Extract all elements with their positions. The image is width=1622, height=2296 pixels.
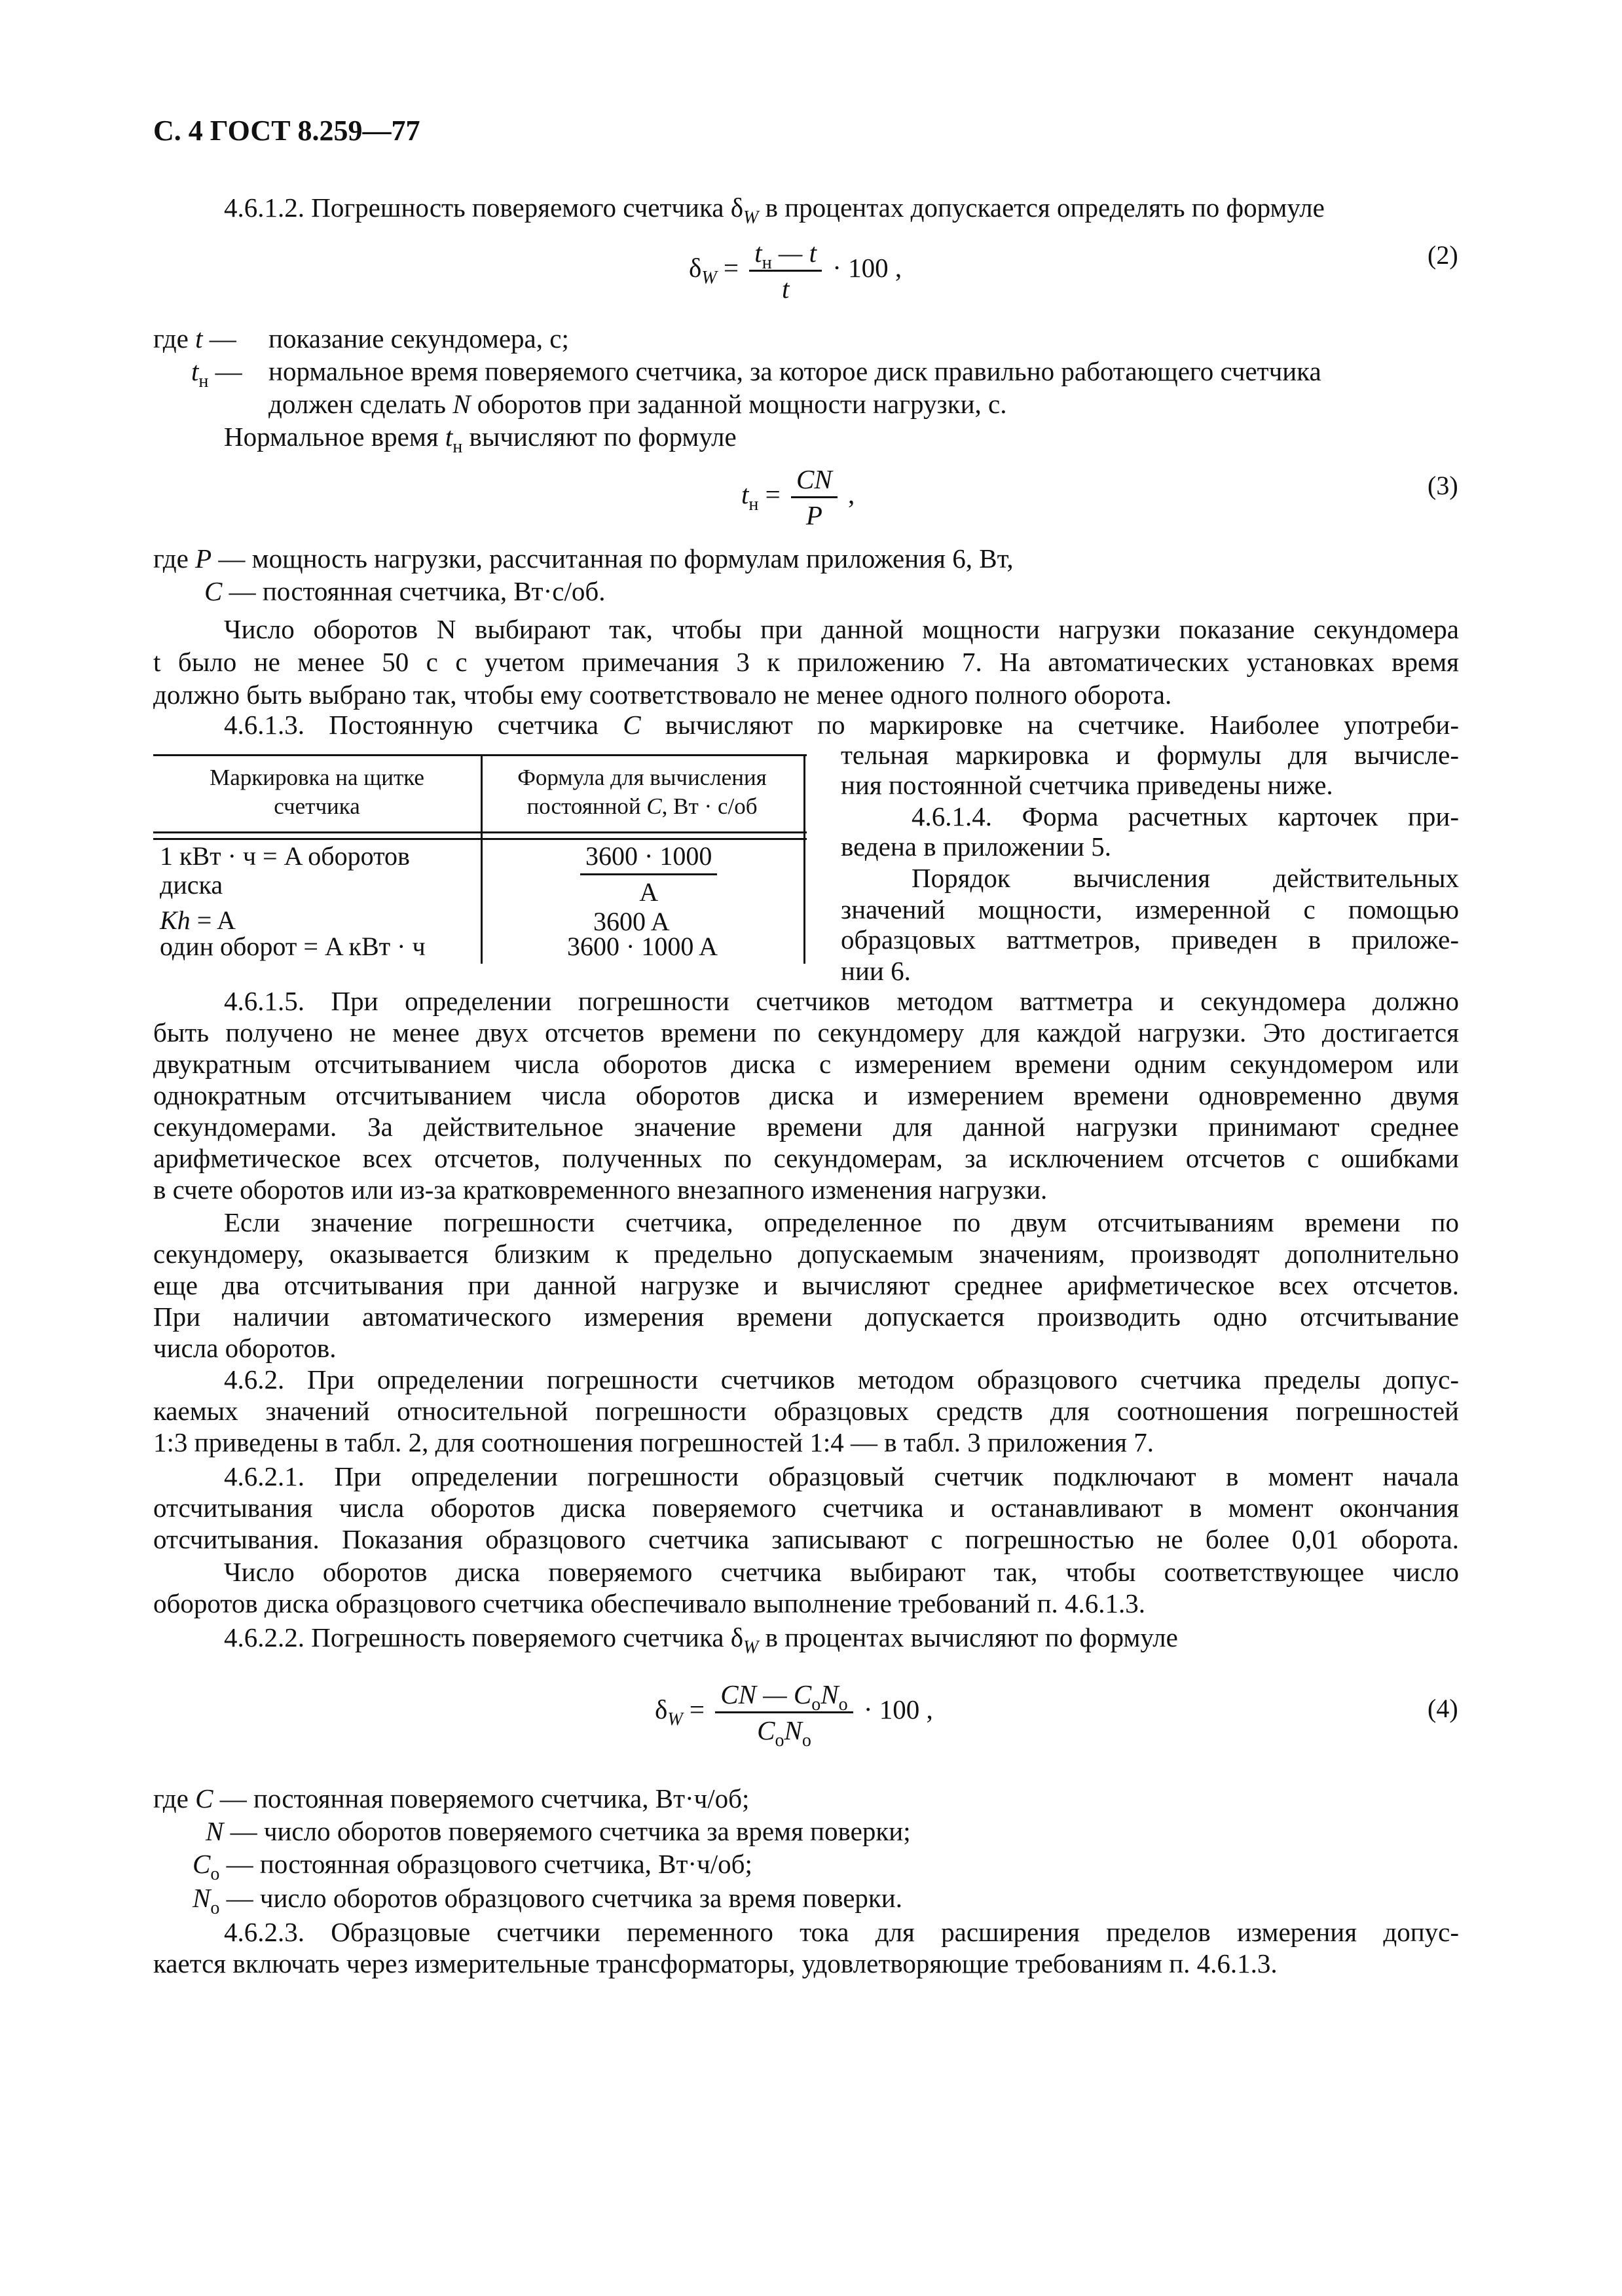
paragraph-4613: 4.6.1.3. Постоянную счетчика C вычисляют по маркировке на счетчике. Наиболее употреби- — [224, 710, 1459, 740]
paragraph-4615-line: секундомерами. За действительное значение времени для данной нагрузки принимают среднее — [153, 1112, 1459, 1142]
paragraph-4615-line: арифметическое всех отсчетов, полученных по секундомерам, за исключением отсчетов с ошибками — [153, 1143, 1459, 1173]
paragraph-462-line: 4.6.2. При определении погрешности счетчиков методом образцового счетчика пределы допус- — [224, 1364, 1459, 1394]
equation-number-2: (2) — [1428, 240, 1458, 270]
marking-table — [153, 754, 807, 964]
formula-2: $\delta_W$ = $\frac{t_н — t}{t}$ · 100 , — [689, 236, 902, 306]
side-text-line: значений мощности, измеренной с помощью — [841, 894, 1459, 924]
side-text-line: ведена в приложении 5. — [841, 831, 1111, 862]
paragraph-esli-line: еще два отсчитывания при данной нагрузке и вычисляют среднее арифметическое всех отсчетов. — [153, 1270, 1459, 1300]
paragraph-chislo-line: оборотов диска образцового счетчика обеспечивало выполнение требований п. 4.6.1.3. — [153, 1588, 1146, 1618]
normal-time-intro: Нормальное время $t_н$ вычисляют по формуле — [224, 422, 737, 457]
side-text-line: ния постоянной счетчика приведены ниже. — [841, 770, 1333, 800]
paragraph-4615-line: быть получено не менее двух отсчетов времени по секундомеру для каждой нагрузки. Это достигается — [153, 1017, 1459, 1048]
table-cell-fraction: $\frac{3600 \cdot 1000}{A}$ — [580, 839, 717, 909]
where-N-4: N — число оборотов поверяемого счетчика за время поверки; — [206, 1816, 911, 1846]
fraction: $\frac{CN}{P}$ — [791, 462, 838, 532]
where-C-4: где C — постоянная поверяемого счетчика, Вт·ч/об; — [153, 1783, 750, 1813]
paragraph-4623-line: 4.6.2.3. Образцовые счетчики переменного тока для расширения пределов измерения допус- — [224, 1917, 1459, 1947]
paragraph-esli-line: секундомеру, оказывается близким к предельно допускаемым значениям, производят дополнительно — [153, 1239, 1459, 1269]
table-cell: Kh = A — [160, 905, 236, 935]
paragraph-chislo-line: Число оборотов диска поверяемого счетчика выбирают так, чтобы соответствующее число — [224, 1557, 1459, 1587]
paragraph-N-line-3: должно быть выбрано так, чтобы ему соответствовало не менее одного полного оборота. — [153, 680, 1172, 710]
paragraph-4615-line: однократным отсчитыванием числа оборотов диска и измерением времени одновременно двумя — [153, 1080, 1459, 1110]
side-text-line: Порядок вычисления действительных — [912, 863, 1459, 893]
table-cell: 1 кВт · ч = A оборотов — [160, 841, 410, 871]
where-C: C — постоянная счетчика, Вт·с/об. — [204, 576, 606, 606]
where-Co-4: $C_о$ — постоянная образцового счетчика, Вт·ч/об; — [193, 1849, 752, 1884]
fraction: $\frac{CN — C_oN_o}{C_oN_o}$ — [715, 1677, 853, 1747]
where-tn: $t_н$ — — [191, 356, 242, 392]
where-No-4: $N_о$ — число оборотов образцового счетчика за время поверки. — [193, 1883, 902, 1918]
paragraph-N-line-2: t было не менее 50 с с учетом примечания 3 к приложению 7. На автоматических установках время — [153, 647, 1459, 677]
paragraph-N-line-1: Число оборотов N выбирают так, чтобы при данной мощности нагрузки показание секундомера — [224, 614, 1459, 644]
paragraph-462-line: каемых значений относительной погрешности образцовых средств для соотношения погрешностей — [153, 1396, 1459, 1426]
fraction: $\frac{t_н — t}{t}$ — [749, 236, 822, 306]
paragraph-4615-line: двукратным отсчитыванием числа оборотов диска с измерением времени одним секундомером или — [153, 1049, 1459, 1079]
paragraph-4621-line: отсчитывания числа оборотов диска поверяемого счетчика и останавливают в момент окончания — [153, 1493, 1459, 1523]
paragraph-4615-line: в счете оборотов или из-за кратковременного внезапного изменения нагрузки. — [153, 1175, 1048, 1205]
paragraph-4621-line: отсчитывания. Показания образцового счетчика записывают с погрешностью не более 0,01 оборота. — [153, 1524, 1459, 1554]
side-text-line: тельная маркировка и формулы для вычисле- — [841, 740, 1459, 770]
table-cell: диска — [160, 870, 223, 900]
table-cell: 3600 · 1000 A — [567, 932, 718, 961]
page-header: С. 4 ГОСТ 8.259—77 — [153, 115, 420, 147]
paragraph-esli-line: При наличии автоматического измерения времени допускается производить одно отсчитывание — [153, 1302, 1459, 1332]
paragraph-462-line: 1:3 приведены в табл. 2, для соотношения погрешностей 1:4 — в табл. 3 приложения 7. — [153, 1427, 1154, 1457]
where-tn-text-cont: должен сделать N оборотов при заданной мощности нагрузки, с. — [268, 389, 1007, 419]
table-header-marking: Маркировка на щитке счетчика — [210, 765, 424, 819]
side-text-line: нии 6. — [841, 956, 911, 986]
equation-number-4: (4) — [1428, 1694, 1458, 1723]
where-t-text: показание секундомера, с; — [268, 323, 569, 354]
where-P: где P — мощность нагрузки, рассчитанная по формулам приложения 6, Вт, — [153, 543, 1014, 574]
where-tn-text: нормальное время поверяемого счетчика, за которое диск правильно работающего счетчика — [268, 356, 1321, 386]
table-cell: один оборот = A кВт · ч — [160, 932, 426, 961]
formula-3: $t_н$ = $\frac{CN}{P}$ , — [741, 462, 855, 532]
side-text-line: образцовых ваттметров, приведен в приложе- — [841, 924, 1459, 955]
where-t: где t — — [153, 323, 236, 354]
side-text-line: 4.6.1.4. Форма расчетных карточек при- — [912, 801, 1459, 831]
formula-4: $\delta_W$ = $\frac{CN — C_oN_o}{C_oN_o}$ · 100 , — [655, 1677, 933, 1747]
paragraph-esli-line: числа оборотов. — [153, 1333, 337, 1363]
paragraph-4622: 4.6.2.2. Погрешность поверяемого счетчика $\delta_W$ в процентах вычисляют по формуле — [224, 1622, 1178, 1658]
paragraph-4623-line: кается включать через измерительные трансформаторы, удовлетворяющие требованиям п. 4.6.1.3. — [153, 1948, 1278, 1978]
paragraph-4612: 4.6.1.2. Погрешность поверяемого счетчика $\delta_W$ в процентах допускается определять по формуле — [224, 192, 1325, 228]
paragraph-4621-line: 4.6.2.1. При определении погрешности образцовый счетчик подключают в момент начала — [224, 1461, 1459, 1491]
equation-number-3: (3) — [1428, 471, 1458, 500]
table-cell: 3600 A — [593, 907, 670, 936]
paragraph-esli-line: Если значение погрешности счетчика, определенное по двум отсчитываниям времени по — [224, 1207, 1459, 1237]
table-header-formula: Формула для вычисления постоянной C, Вт · с/об — [517, 765, 767, 819]
paragraph-4615-line: 4.6.1.5. При определении погрешности счетчиков методом ваттметра и секундомера должно — [224, 986, 1459, 1016]
